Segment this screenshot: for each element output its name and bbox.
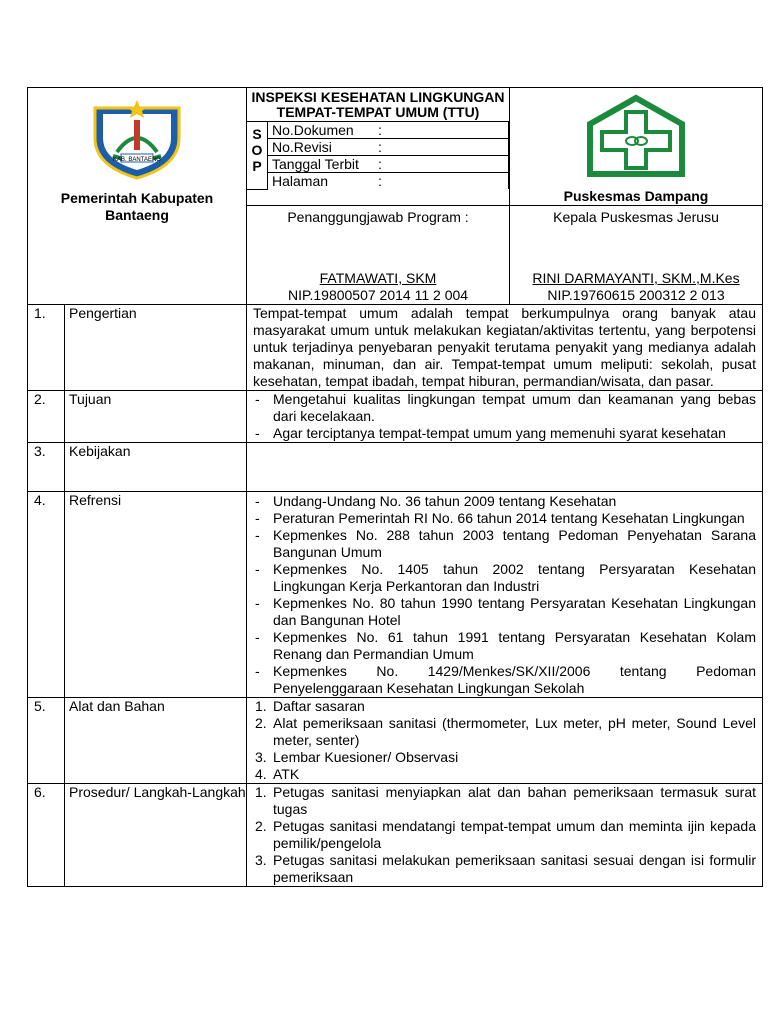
- field-label: No.Dokumen: [272, 122, 354, 138]
- sop-letters: [247, 122, 268, 190]
- field-sep: :: [378, 122, 382, 138]
- section-label: Prosedur/ Langkah-Langkah: [65, 784, 247, 887]
- document-title: INSPEKSI KESEHATAN LINGKUNGAN TEMPAT-TEMPAT UMUM (TTU): [251, 89, 505, 120]
- field-sep: :: [378, 156, 382, 172]
- doc-field-row: [268, 139, 509, 156]
- section-number: 6.: [28, 784, 65, 887]
- emblem-label: KAB. BANTAENG: [113, 157, 161, 163]
- header-row: [28, 88, 763, 206]
- section-content: [247, 784, 763, 887]
- kepala-label: Kepala Puskesmas Jerusu: [553, 209, 719, 225]
- section-content: [247, 492, 763, 698]
- pj-nip: NIP.19800507 2014 11 2 004: [287, 287, 469, 303]
- section-number: 1.: [28, 305, 65, 391]
- list-item: 4. ATK: [255, 766, 300, 782]
- sop-letter-s: S: [252, 126, 262, 142]
- pj-signer-cell: [247, 206, 510, 305]
- field-sep: :: [378, 139, 382, 155]
- list-item: - Kepmenkes No. 1405 tahun 2002 tentang Persyaratan Kesehatan Lingkungan Kerja Perkantoran dan Industri: [255, 561, 756, 594]
- list-item: - Mengetahui kualitas lingkungan tempat umum dan keamanan yang bebas dari kecelakaan.: [255, 391, 756, 424]
- section-label: Alat dan Bahan: [65, 698, 247, 784]
- section-label: Pengertian: [65, 305, 247, 391]
- bantaeng-emblem-icon: [87, 94, 187, 182]
- pj-name: FATMAWATI, SKM: [319, 270, 437, 286]
- section-content: [247, 391, 763, 443]
- sop-table: [27, 87, 763, 887]
- sop-document: [27, 87, 762, 887]
- field-label: Halaman: [272, 173, 329, 189]
- field-sep: :: [378, 173, 382, 189]
- section-content: [247, 305, 763, 391]
- title-cell: [247, 88, 510, 206]
- pj-label: Penanggungjawab Program :: [287, 209, 469, 225]
- list-item: - Kepmenkes No. 61 tahun 1991 tentang Persyaratan Kesehatan Kolam Renang dan Permandian Umum: [255, 629, 756, 662]
- list-item: 3. Lembar Kuesioner/ Observasi: [255, 749, 459, 765]
- doc-field-row: [268, 173, 509, 190]
- alat-bahan-list: [247, 698, 762, 783]
- list-item: - Peraturan Pemerintah RI No. 66 tahun 2014 tentang Kesehatan Lingkungan: [255, 510, 745, 526]
- section-row-prosedur: [28, 784, 763, 887]
- list-item: - Kepmenkes No. 288 tahun 2003 tentang Pedoman Penyehatan Sarana Bangunan Umum: [255, 527, 756, 560]
- section-number: 5.: [28, 698, 65, 784]
- prosedur-list: [247, 784, 762, 886]
- kepala-nip: NIP.19760615 200312 2 013: [547, 287, 725, 303]
- section-label: Tujuan: [65, 391, 247, 443]
- section-label: Refrensi: [65, 492, 247, 698]
- puskesmas-cross-icon: [584, 94, 688, 178]
- gov-name: Pemerintah Kabupaten Bantaeng: [60, 190, 214, 223]
- section-number: 2.: [28, 391, 65, 443]
- list-item: 3. Petugas sanitasi melakukan pemeriksaan sanitasi sesuai dengan isi formulir pemeriksaan: [255, 852, 756, 885]
- section-row-pengertian: [28, 305, 763, 391]
- puskesmas-name: Puskesmas Dampang: [563, 188, 709, 204]
- doc-fields-table: [247, 121, 509, 190]
- section-number: 3.: [28, 443, 65, 492]
- field-label: No.Revisi: [272, 139, 332, 155]
- kepala-name: RINI DARMAYANTI, SKM.,M.Kes: [532, 270, 740, 286]
- list-item: - Undang-Undang No. 36 tahun 2009 tentang Kesehatan: [255, 493, 617, 509]
- doc-field-row: [268, 156, 509, 173]
- kepala-signer-cell: [510, 206, 763, 305]
- list-item: 2. Alat pemeriksaan sanitasi (thermometer, Lux meter, pH meter, Sound Level meter, senter): [255, 715, 756, 748]
- list-item: - Kepmenkes No. 1429/Menkes/SK/XII/2006 tentang Pedoman Penyelenggaraan Kesehatan Lingkungan Sekolah: [255, 663, 756, 696]
- tujuan-list: [247, 391, 762, 442]
- section-row-alat-bahan: [28, 698, 763, 784]
- list-item: 1. Petugas sanitasi menyiapkan alat dan bahan pemeriksaan termasuk surat tugas: [255, 784, 756, 817]
- gov-logo-cell: [28, 88, 247, 305]
- section-row-tujuan: [28, 391, 763, 443]
- sop-letter-p: P: [252, 158, 262, 174]
- list-item: - Kepmenkes No. 80 tahun 1990 tentang Persyaratan Kesehatan Lingkungan dan Bangunan Hotel: [255, 595, 756, 628]
- section-content: [247, 443, 763, 492]
- puskesmas-logo-cell: [510, 88, 763, 206]
- list-item: 1. Daftar sasaran: [255, 698, 365, 714]
- section-content: [247, 698, 763, 784]
- section-number: 4.: [28, 492, 65, 698]
- section-row-refrensi: [28, 492, 763, 698]
- pengertian-text: Tempat-tempat umum adalah tempat berkumpulnya orang banyak atau masyarakat umum untuk melakukan kegiatan/aktivitas tertentu, yang berpotensi untuk terjadinya penyebaran penyakit terutama penyakit yang medianya adalah makanan, minuman, dan air. Tempat-tempat umum meliputi: sekolah, pusat kesehatan, tempat ibadah, tempat hiburan, permandian/wisata, dan pasar.: [253, 305, 756, 389]
- section-row-kebijakan: [28, 443, 763, 492]
- refrensi-list: [247, 493, 762, 697]
- field-label: Tanggal Terbit: [272, 156, 359, 172]
- doc-field-row: [268, 122, 509, 139]
- list-item: 2. Petugas sanitasi mendatangi tempat-tempat umum dan meminta ijin kepada pemilik/pengelola: [255, 818, 756, 851]
- list-item: - Agar terciptanya tempat-tempat umum yang memenuhi syarat kesehatan: [255, 425, 726, 441]
- sop-letter-o: O: [251, 142, 263, 158]
- section-label: Kebijakan: [65, 443, 247, 492]
